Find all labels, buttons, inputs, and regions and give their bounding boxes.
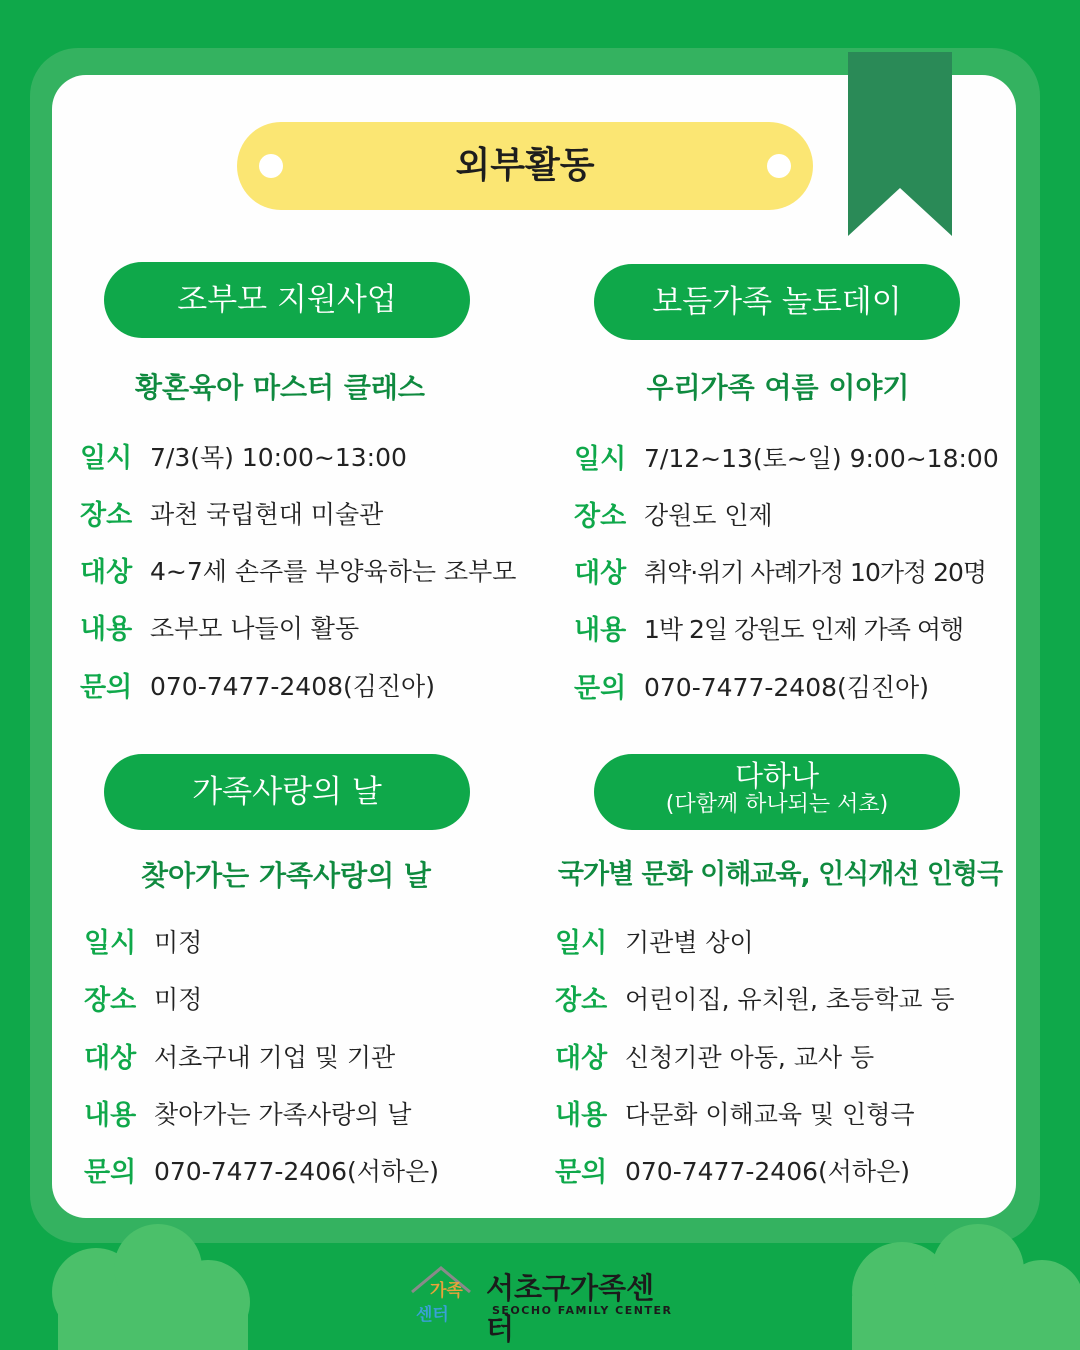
- info-key: 장소: [555, 985, 608, 1016]
- info-row-place: [84, 978, 202, 1018]
- info-value: 070-7477-2406(서하은): [154, 1156, 439, 1186]
- info-key: 내용: [80, 614, 133, 645]
- section-title-pill: [104, 754, 470, 830]
- info-row-target: [555, 1036, 874, 1076]
- logo-english-name: SEOCHO FAMILY CENTER: [492, 1304, 673, 1317]
- info-key: 일시: [80, 443, 133, 474]
- info-row-place: [574, 494, 773, 534]
- info-value: 미정: [154, 927, 203, 957]
- info-row-contact: [80, 665, 435, 705]
- info-key: 장소: [84, 985, 137, 1016]
- info-value: 7/3(목) 10:00~13:00: [150, 442, 407, 472]
- info-value: 7/12~13(토~일) 9:00~18:00: [644, 443, 999, 473]
- info-key: 내용: [84, 1100, 137, 1131]
- info-value: 070-7477-2408(김진아): [644, 672, 929, 702]
- info-value: 미정: [154, 984, 203, 1014]
- info-value: 조부모 나들이 활동: [150, 613, 360, 643]
- svg-text:가족: 가족: [430, 1281, 463, 1301]
- bookmark-ribbon: [848, 52, 952, 236]
- info-value: 기관별 상이: [625, 927, 754, 957]
- info-row-date: [84, 921, 202, 961]
- info-row-contact: [555, 1150, 910, 1190]
- info-key: 일시: [84, 928, 137, 959]
- info-value: 찾아가는 가족사랑의 날: [154, 1099, 412, 1129]
- info-value: 1박 2일 강원도 인제 가족 여행: [644, 614, 964, 644]
- info-key: 대상: [84, 1043, 137, 1074]
- info-key: 장소: [80, 500, 133, 531]
- info-row-contact: [84, 1150, 439, 1190]
- section-title-pill: [104, 262, 470, 338]
- info-row-place: [555, 978, 955, 1018]
- svg-text:센터: 센터: [416, 1305, 449, 1325]
- info-key: 대상: [574, 558, 627, 589]
- section-subtitle: 국가별 문화 이해교육, 인식개선 인형극: [557, 859, 1003, 890]
- info-row-content: [84, 1093, 411, 1133]
- header-banner: [237, 122, 813, 210]
- section-title: 조부모 지원사업: [177, 282, 397, 318]
- info-row-date: [574, 437, 999, 477]
- bush-left-decoration: [48, 1222, 256, 1350]
- info-key: 장소: [574, 501, 627, 532]
- info-key: 문의: [555, 1157, 608, 1188]
- section-subtitle: 우리가족 여름 이야기: [646, 371, 910, 404]
- section-title-pill: [594, 264, 960, 340]
- info-value: 어린이집, 유치원, 초등학교 등: [625, 984, 955, 1014]
- info-row-content: [80, 607, 359, 647]
- info-key: 일시: [555, 928, 608, 959]
- section-title: 가족사랑의 날: [192, 774, 382, 810]
- house-logo-icon: [408, 1262, 474, 1328]
- section-title-sub: (다함께 하나되는 서초): [665, 792, 889, 817]
- bush-right-decoration: [846, 1222, 1080, 1350]
- section-title: 보듬가족 놀토데이: [652, 284, 902, 320]
- info-key: 문의: [84, 1157, 137, 1188]
- info-row-target: [80, 550, 516, 590]
- info-row-place: [80, 493, 383, 533]
- info-value: 다문화 이해교육 및 인형극: [625, 1099, 915, 1129]
- info-row-target: [84, 1036, 395, 1076]
- info-value: 070-7477-2408(김진아): [150, 671, 435, 701]
- info-key: 일시: [574, 444, 627, 475]
- info-value: 신청기관 아동, 교사 등: [625, 1042, 875, 1072]
- info-row-date: [555, 921, 754, 961]
- info-value: 4~7세 손주를 부양육하는 조부모: [150, 556, 517, 586]
- section-subtitle: 찾아가는 가족사랑의 날: [141, 859, 431, 892]
- info-value: 취약·위기 사례가정 10가정 20명: [644, 557, 987, 587]
- banner-dot-right: [767, 154, 791, 178]
- center-logo: [408, 1262, 678, 1346]
- info-row-contact: [574, 666, 929, 706]
- info-row-date: [80, 436, 407, 476]
- info-key: 문의: [80, 672, 133, 703]
- section-title: 다하나: [734, 759, 820, 793]
- info-row-target: [574, 551, 986, 591]
- info-value: 과천 국립현대 미술관: [150, 499, 384, 529]
- info-value: 강원도 인제: [644, 500, 773, 530]
- section-title-pill: [594, 754, 960, 830]
- section-subtitle: 황혼육아 마스터 클래스: [135, 371, 425, 404]
- info-key: 내용: [555, 1100, 608, 1131]
- logo-name: 서초구가족센터: [486, 1271, 655, 1346]
- info-key: 문의: [574, 673, 627, 704]
- info-value: 서초구내 기업 및 기관: [154, 1042, 396, 1072]
- info-row-content: [555, 1093, 915, 1133]
- info-row-content: [574, 608, 963, 648]
- info-value: 070-7477-2406(서하은): [625, 1156, 910, 1186]
- info-key: 대상: [80, 557, 133, 588]
- info-key: 내용: [574, 615, 627, 646]
- page-title: 외부활동: [455, 145, 595, 186]
- info-key: 대상: [555, 1043, 608, 1074]
